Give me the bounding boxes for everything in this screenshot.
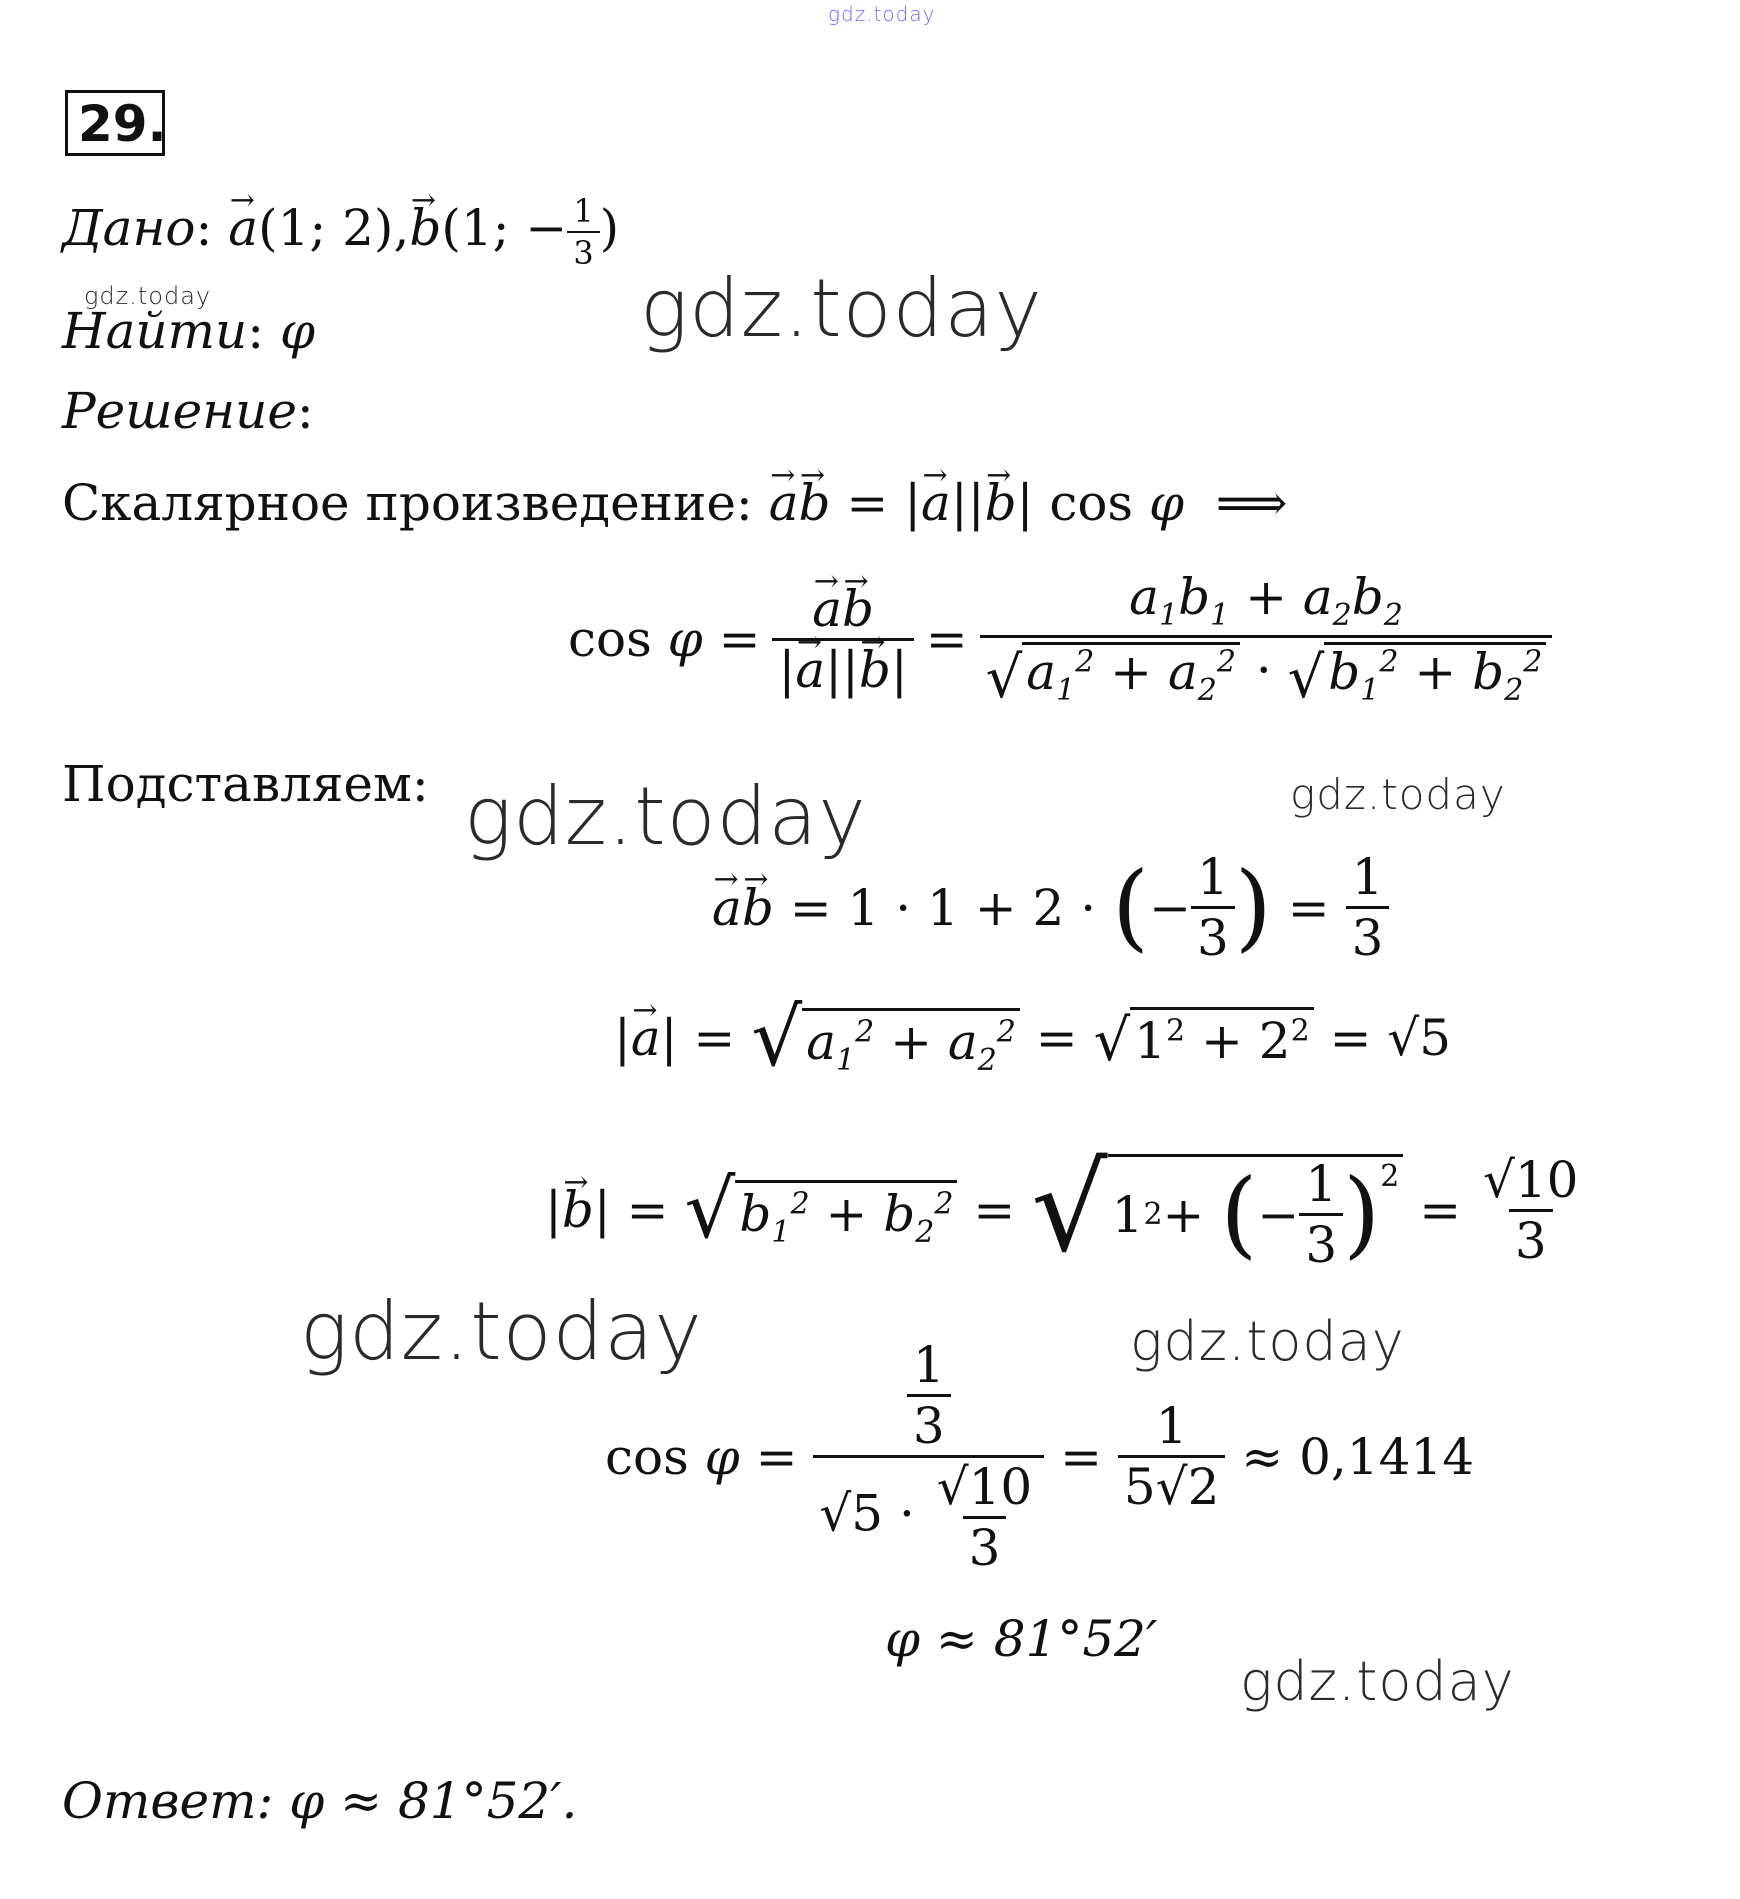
phi-result: φ ≈ 81°52′ xyxy=(885,1610,1158,1668)
answer-value: φ ≈ 81°52′. xyxy=(289,1772,578,1830)
watermark-5: gdz.today xyxy=(300,1285,703,1378)
dot-product-line: → a → b = 1 · 1 + 2 · ( − $\frac{1}{3}$ ) = $\frac{1}{3}$ xyxy=(712,852,1389,963)
solution-label: Решение xyxy=(62,382,297,440)
cos-formula: cos φ = → $\frac{a\to b}{|\to a||\to b|}$ = $a_1b_1 + a_2b_2$ √ $a_1^2 + a_2^2$ · √ $b_1^2 + b_2^2$ xyxy=(568,572,1552,706)
scalar-label: Скалярное произведение: xyxy=(62,474,753,532)
a-magnitude-line: |→ a| = √ $a_1^2 + a_2^2$ = √ $1^2 + 2^2$ = √5 xyxy=(614,998,1451,1078)
given-label: Дано xyxy=(62,199,196,257)
problem-number: 29. xyxy=(78,95,167,153)
watermark-6: gdz.today xyxy=(1130,1310,1405,1373)
top-watermark: gdz.today xyxy=(828,2,936,26)
cos-value-line: cos φ = $\frac{1}{3}$ √5 · $\frac{√10}{3}$ = $\frac{1}{5√2}$ ≈ 0,1414 xyxy=(605,1336,1475,1577)
substitute-label: Подставляем: xyxy=(62,755,429,813)
watermark-4: gdz.today xyxy=(1290,770,1506,819)
problem-number-box xyxy=(65,90,165,156)
given-line: Дано: → a(1; 2),→ b(1; − $\frac{1}{3}$ ) xyxy=(62,195,619,269)
solution-line: Решение: xyxy=(62,382,314,440)
cos-approx: ≈ 0,1414 xyxy=(1241,1427,1475,1486)
watermark-2: gdz.today xyxy=(640,262,1043,355)
scalar-line: Скалярное произведение: → a→ b = |→ a||→ b| cos φ ⟹ xyxy=(62,474,1287,532)
b-magnitude-line: |→ b| = √ $b_1^2 + b_2^2$ = √ 1 2 + ( − $\frac{1}{3}$ ) $^2$ = $\frac{√10}{3}$ xyxy=(545,1150,1584,1270)
answer-line xyxy=(62,1772,577,1830)
watermark-1: gdz.today xyxy=(84,282,212,310)
find-line: Найти: φ xyxy=(62,302,315,360)
answer-label: Ответ: xyxy=(62,1772,274,1830)
find-label: Найти xyxy=(62,302,248,360)
watermark-3: gdz.today xyxy=(464,770,867,863)
watermark-7: gdz.today xyxy=(1240,1650,1515,1713)
